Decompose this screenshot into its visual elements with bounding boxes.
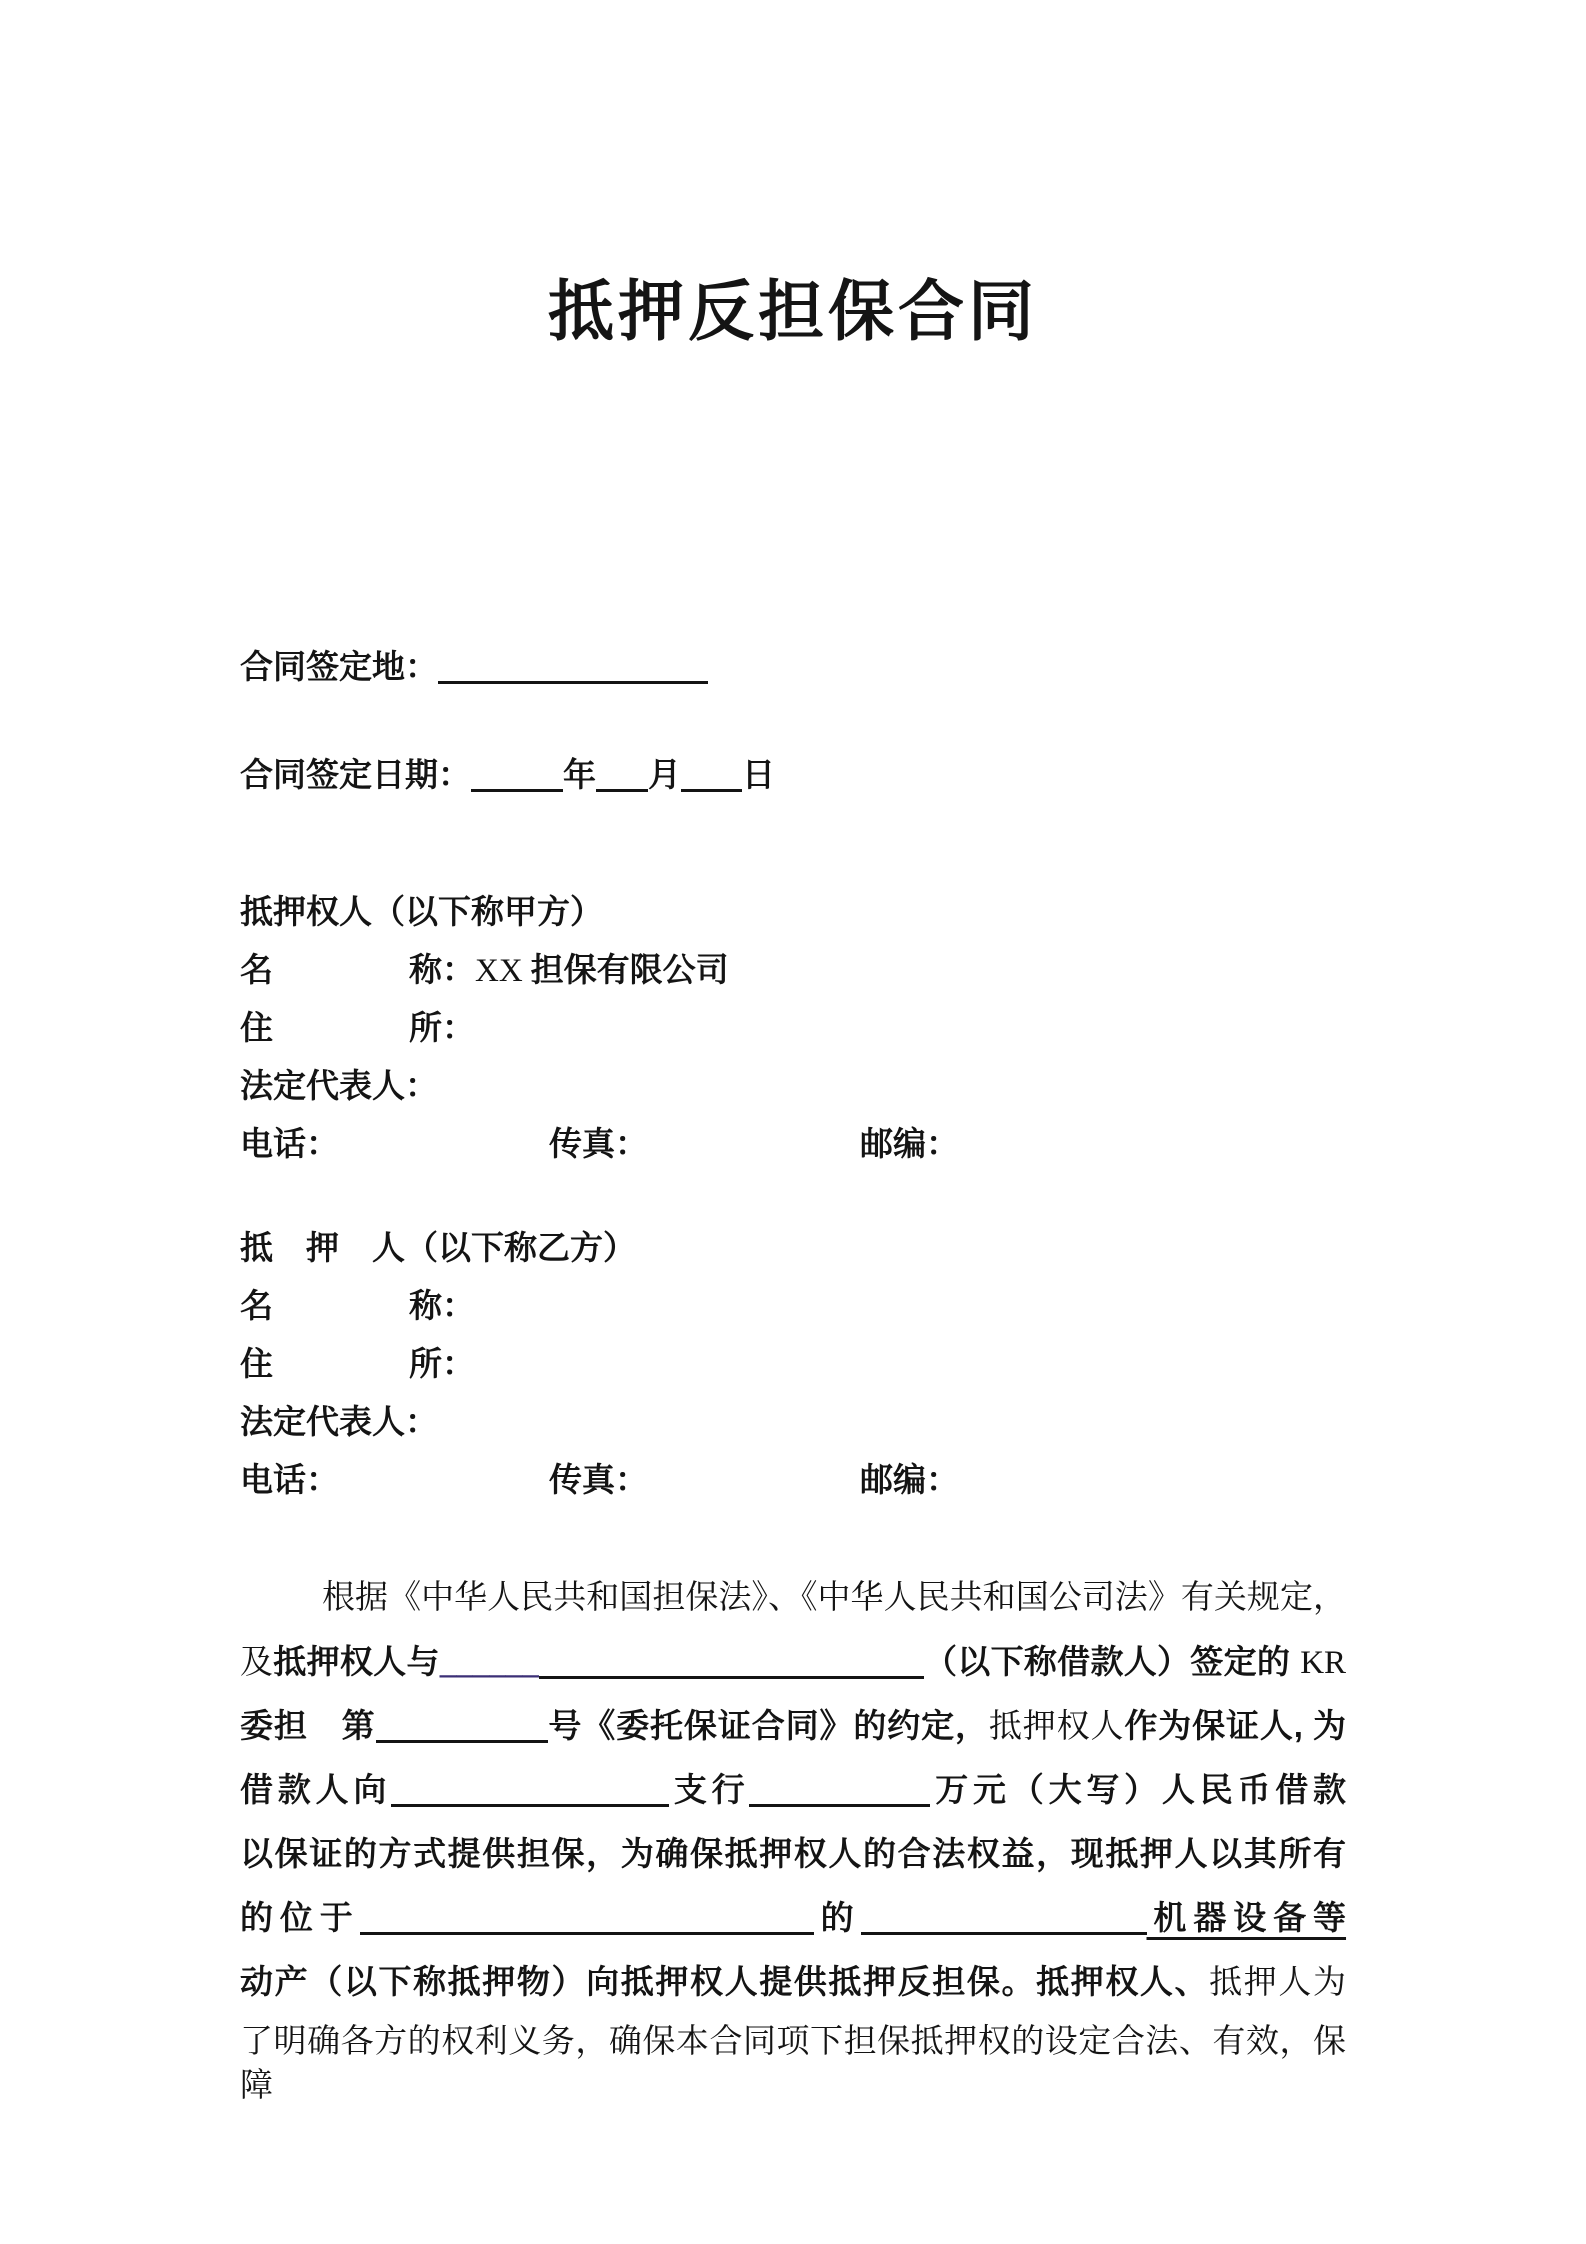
- sign-date-year-blank[interactable]: [471, 781, 563, 792]
- party-b-phone-label: 电话：: [240, 1461, 339, 1498]
- para-l3-hei-2: 号《委托保证合同》的约定，: [547, 1707, 989, 1744]
- bank-branch-blank[interactable]: [391, 1796, 669, 1807]
- para-l4-hei-3: 万元（大写）人民币借款: [930, 1771, 1347, 1808]
- paragraph-line-7: [240, 1960, 1346, 2005]
- para-l3-kai: 抵押权人: [988, 1709, 1125, 1745]
- month-label: 月: [648, 756, 681, 793]
- party-a-address-label-2: 所：: [409, 1009, 475, 1046]
- party-a-name-value: 担保有限公司: [530, 951, 729, 988]
- sign-place-blank[interactable]: [438, 673, 708, 684]
- page-title: 抵押反担保合同: [548, 274, 1038, 348]
- paragraph-line-5: 以保证的方式提供担保，为确保抵押权人的合法权益，现抵押人以其所有: [240, 1835, 1346, 1872]
- paragraph-line-6: [240, 1896, 1346, 1940]
- paragraph-line-8: 了明确各方的权利义务，确保本合同项下担保抵押权的设定合法、有效，保障: [240, 2024, 1346, 2104]
- party-b-legal-rep-label: 法定代表人：: [240, 1403, 438, 1440]
- party-b-header: 抵 押 人（以下称乙方）: [240, 1229, 636, 1266]
- property-location-blank[interactable]: [360, 1924, 814, 1935]
- paragraph-line-1: 根据《中华人民共和国担保法》、《中华人民共和国公司法》有关规定，: [322, 1580, 1346, 1616]
- borrower-blank-dashes[interactable]: ______: [439, 1645, 539, 1681]
- sign-date-month-blank[interactable]: [596, 781, 648, 792]
- borrower-blank[interactable]: [539, 1668, 924, 1679]
- sign-date-label: 合同签定日期：: [240, 756, 471, 793]
- para-l3-hei-1: 委担 第: [240, 1707, 376, 1744]
- sign-date-day-blank[interactable]: [681, 781, 742, 792]
- para-l4-hei-1: 借款人向: [240, 1771, 392, 1808]
- loan-amount-blank[interactable]: [749, 1796, 930, 1807]
- para-l2-kai: 及: [240, 1645, 274, 1681]
- property-name-blank[interactable]: [861, 1924, 1147, 1935]
- party-a-fax-label: 传真：: [549, 1125, 648, 1162]
- para-l2-hei-2: （以下称借款人）签定的: [923, 1643, 1291, 1680]
- para-l2-latin: KR: [1300, 1645, 1347, 1681]
- paragraph-line-4: [240, 1768, 1346, 1812]
- party-a-legal-rep-label: 法定代表人：: [240, 1067, 438, 1104]
- year-label: 年: [563, 756, 596, 793]
- party-a-name-label-2: 称：: [409, 951, 475, 988]
- party-a-name-group: [409, 948, 729, 993]
- party-a-zip-label: 邮编：: [860, 1125, 959, 1162]
- sign-place-label: 合同签定地：: [240, 648, 438, 685]
- para-l2-hei-1: 抵押权人与: [273, 1643, 440, 1680]
- party-b-address-label-2: 所：: [409, 1345, 475, 1382]
- party-b-fax-label: 传真：: [549, 1461, 648, 1498]
- party-b-zip-label: 邮编：: [860, 1461, 959, 1498]
- para-l6-hei-1: 的位于: [240, 1899, 360, 1936]
- party-b-name-label-1: 名: [240, 1287, 273, 1324]
- para-l7-hei: 动产（以下称抵押物）向抵押权人提供抵押反担保。抵押权人、: [240, 1963, 1210, 2000]
- para-l6-underlined-text: 机器设备等: [1146, 1899, 1347, 1936]
- para-l4-hei-2: 支行: [669, 1771, 750, 1808]
- party-b-address-label-1: 住: [240, 1345, 273, 1382]
- party-b-name-label-2: 称：: [409, 1287, 475, 1324]
- party-a-address-label-1: 住: [240, 1009, 273, 1046]
- day-label: 日: [742, 756, 775, 793]
- sign-date-row: [240, 753, 1346, 797]
- para-l7-kai: 抵押人为: [1209, 1965, 1347, 2001]
- paragraph-line-3: [240, 1704, 1346, 1749]
- party-a-name-latin: XX: [475, 953, 523, 989]
- party-a-phone-label: 电话：: [240, 1125, 339, 1162]
- paragraph-line-2: [240, 1640, 1346, 1685]
- para-l3-hei-3: 作为保证人, 为: [1124, 1707, 1347, 1744]
- contract-number-blank[interactable]: [376, 1732, 548, 1743]
- para-l6-hei-2: 的: [813, 1899, 861, 1936]
- sign-place-row: [240, 645, 1346, 689]
- party-a-name-label-1: 名: [240, 951, 273, 988]
- party-a-header: 抵押权人（以下称甲方）: [240, 893, 603, 930]
